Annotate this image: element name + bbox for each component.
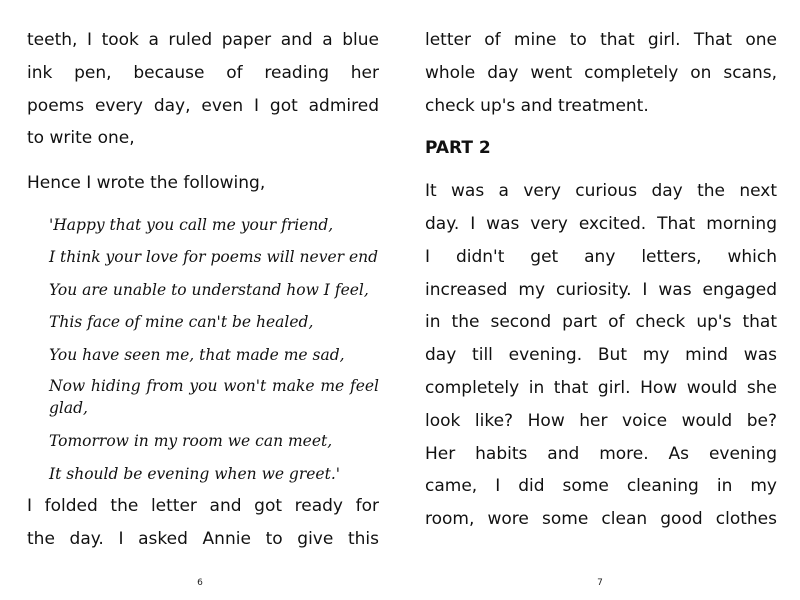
text-line: day till evening. But my mind was <box>425 345 777 366</box>
left-text-column <box>27 24 379 556</box>
poem-line: You have seen me, that made me sad, <box>49 345 345 364</box>
text-line: in the second part of check up's that <box>425 312 777 333</box>
paragraph <box>425 24 777 122</box>
page-number: 6 <box>197 578 203 588</box>
paragraph <box>27 490 379 556</box>
text-line: ink pen, because of reading her <box>27 62 379 83</box>
text-line: came, I did some cleaning in my <box>425 476 777 497</box>
poem-line: This face of mine can't be healed, <box>49 313 314 332</box>
text-line: the day. I asked Annie to give this <box>27 529 379 550</box>
text-line: day. I was very excited. That morning <box>425 213 777 234</box>
text-line: teeth, I took a ruled paper and a blue <box>27 30 379 50</box>
right-page <box>400 0 800 600</box>
page-number: 7 <box>597 578 603 588</box>
text-line: check up's and treatment. <box>425 95 649 116</box>
poem-line-wrapped <box>27 375 379 419</box>
paragraph <box>27 24 379 155</box>
text-line: poems every day, even I got admired <box>27 95 379 116</box>
poem-line: It should be evening when we greet.' <box>49 464 341 483</box>
poem <box>27 209 379 491</box>
text-line: to write one, <box>27 128 135 149</box>
poem-line: Now hiding from you won't make me feel <box>49 377 379 396</box>
text-line: completely in that girl. How would she <box>425 377 777 398</box>
text-line: I folded the letter and got ready for <box>27 496 379 517</box>
text-line: It was a very curious day the next <box>425 181 777 202</box>
text-line: room, wore some clean good clothes <box>425 509 777 530</box>
section-heading: PART 2 <box>425 138 491 159</box>
poem-line: You are unable to understand how I feel, <box>49 280 369 299</box>
text-line: I didn't get any letters, which <box>425 246 777 267</box>
text-line: look like? How her voice would be? <box>425 410 777 431</box>
right-text-column <box>425 24 777 536</box>
poem-line: glad, <box>49 399 88 418</box>
poem-line: I think your love for poems will never end <box>49 248 379 267</box>
text-line: whole day went completely on scans, <box>425 62 777 83</box>
text-line: increased my curiosity. I was engaged <box>425 279 777 300</box>
paragraph: Hence I wrote the following, <box>27 173 266 194</box>
paragraph <box>425 175 777 536</box>
text-line: Her habits and more. As evening <box>425 443 777 464</box>
poem-line: 'Happy that you call me your friend, <box>49 215 334 234</box>
poem-line: Tomorrow in my room we can meet, <box>49 432 333 451</box>
text-line: letter of mine to that girl. That one <box>425 30 777 50</box>
